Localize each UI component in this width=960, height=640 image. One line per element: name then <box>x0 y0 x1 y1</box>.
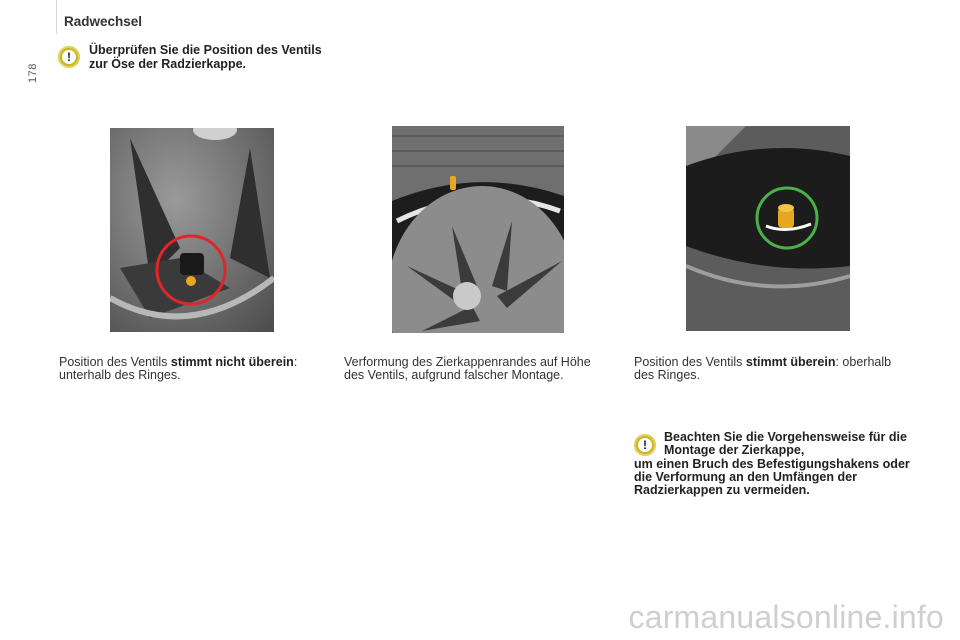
margin-rule <box>56 0 57 34</box>
page-number: 178 <box>27 63 39 83</box>
note-check-valve: Überprüfen Sie die Position des Ventils zur Öse der Radzierkappe. <box>89 43 322 71</box>
warning-icon: ! <box>634 434 656 456</box>
photo-valve-wrong <box>110 128 274 332</box>
photo-valve-correct <box>686 126 850 331</box>
valve-icon <box>186 276 196 286</box>
warning-icon: ! <box>58 46 80 68</box>
watermark: carmanualsonline.info <box>628 599 944 635</box>
photo-rim-deformed <box>392 126 564 333</box>
caption-deformed: Verformung des Zierkappenrandes auf Höhe des Ventils, aufgrund falscher Montage. <box>344 355 591 382</box>
note-cover-mounting: Beachten Sie die Vorgehensweise für die Montage der Zierkappe, um einen Bruch des Befestigungshakens oder die Verformung an den Umfängen der Radzierkappen zu vermeiden. <box>634 430 910 498</box>
section-title: Radwechsel <box>64 14 143 29</box>
caption-correct: Position des Ventils stimmt überein: oberhalb des Ringes. <box>634 355 892 382</box>
caption-wrong: Position des Ventils stimmt nicht überein: unterhalb des Ringes. <box>59 355 298 382</box>
